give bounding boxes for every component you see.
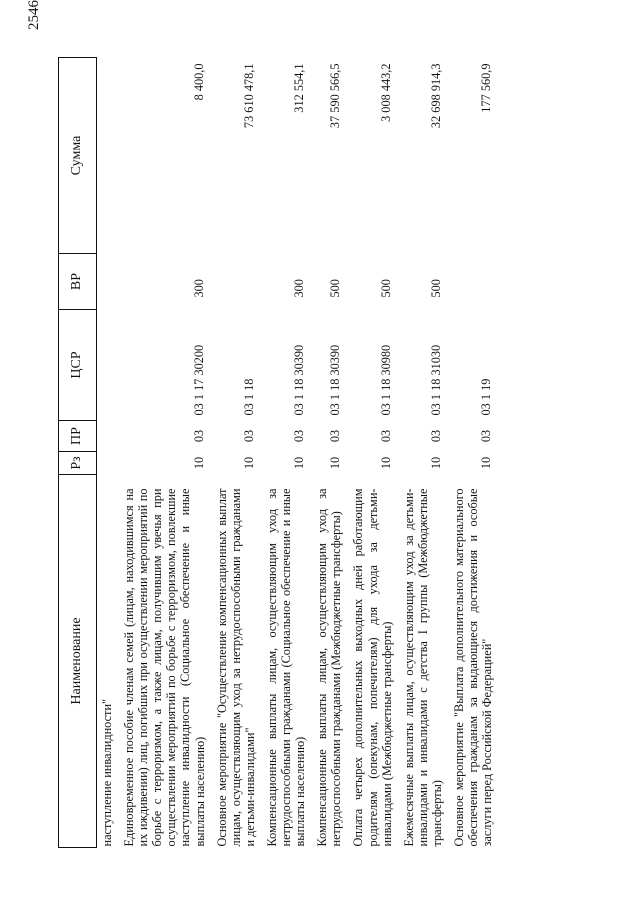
page-number: 2546 [26, 0, 42, 30]
row-vr [207, 254, 257, 310]
row-pr: 03 [292, 429, 307, 443]
row-rz: 10 [428, 456, 443, 470]
row-sum: 3 008 443,2 [378, 63, 393, 122]
row-pr [97, 421, 115, 452]
row-rz: 10 [191, 456, 206, 470]
row-csr [97, 310, 115, 421]
row-vr: 300 [191, 279, 206, 298]
table-row [257, 58, 307, 848]
row-csr: 03 1 18 30980 [378, 344, 393, 416]
table-row [444, 58, 494, 848]
header-rz: Рз [59, 452, 97, 475]
header-name: Наименование [59, 475, 97, 848]
budget-table [58, 57, 494, 848]
row-sum: 312 554,1 [292, 63, 307, 113]
row-name: Основное мероприятие "Осуществление компенсационных выплат лицам, осуществляющим уход за нетрудоспособными гражданами и детьми-инвалидами" [214, 488, 257, 847]
row-pr: 03 [378, 429, 393, 443]
budget-table-sheet [58, 58, 590, 848]
page-header [0, 0, 640, 52]
row-csr: 03 1 18 30390 [292, 344, 307, 416]
row-name: Оплата четырех дополнительных выходных дней работающим родителям (опекунам, попечителям) для ухода за детьми-инвалидами (Межбюджетные трансферты) [351, 488, 394, 847]
row-rz [97, 452, 115, 475]
row-csr: 03 1 18 [241, 378, 256, 416]
row-vr: 500 [328, 279, 343, 298]
row-rz: 10 [479, 456, 494, 470]
row-csr: 03 1 18 31030 [428, 344, 443, 416]
row-rz: 10 [241, 456, 256, 470]
row-vr: 300 [292, 279, 307, 298]
row-sum: 8 400,0 [191, 63, 206, 101]
header-sum: Сумма [59, 58, 97, 254]
row-vr: 500 [378, 279, 393, 298]
row-rz: 10 [328, 456, 343, 470]
row-sum: 177 560,9 [479, 63, 494, 113]
row-sum: 73 610 478,1 [241, 63, 256, 129]
row-pr: 03 [479, 429, 494, 443]
header-pr: ПР [59, 421, 97, 452]
row-sum [97, 58, 115, 254]
table-header-row [59, 58, 97, 848]
row-vr [97, 254, 115, 310]
row-sum: 37 590 566,5 [328, 63, 343, 129]
row-vr: 500 [428, 279, 443, 298]
table-row [207, 58, 257, 848]
row-pr: 03 [191, 429, 206, 443]
table-row [394, 58, 444, 848]
table-row [97, 58, 115, 848]
row-csr: 03 1 18 30390 [328, 344, 343, 416]
row-pr: 03 [328, 429, 343, 443]
row-name: наступление инвалидности" [100, 698, 114, 847]
header-csr: ЦСР [59, 310, 97, 421]
row-pr: 03 [241, 429, 256, 443]
table-row [343, 58, 393, 848]
row-name: Единовременное пособие членам семей (лицам, находившимся на их иждивении) лиц, погибших при осуществлении мероприятий по борьбе с терроризмом, а также лицам, получившим увечья при осуществлении мероприятий по борьбе с терроризмом, повлекшие наступление инвалидности (Социальное обеспечение и иные выплаты населению) [122, 488, 207, 847]
row-rz: 10 [292, 456, 307, 470]
row-name: Компенсационные выплаты лицам, осуществляющим уход за нетрудоспособными гражданами (Социальное обеспечение и иные выплаты населению) [264, 488, 308, 847]
row-csr: 03 1 19 [479, 378, 494, 416]
row-sum: 32 698 914,3 [428, 63, 443, 129]
row-name: Основное мероприятие "Выплата дополнительного материального обеспечения гражданам за выдающиеся достижения и особые заслуги перед Российской Федерацией" [451, 488, 495, 847]
row-vr [444, 254, 494, 310]
row-name: Ежемесячные выплаты лицам, осуществляющим уход за детьми-инвалидами и инвалидами с детства I группы (Межбюджетные трансферты) [401, 488, 444, 847]
table-row [114, 58, 207, 848]
table-row [307, 58, 343, 848]
row-name: Компенсационные выплаты лицам, осуществляющим уход за нетрудоспособными гражданами (Межбюджетные трансферты) [315, 488, 344, 847]
row-rz: 10 [378, 456, 393, 470]
header-vr: ВР [59, 254, 97, 310]
row-pr: 03 [428, 429, 443, 443]
row-csr: 03 1 17 30200 [191, 344, 206, 416]
